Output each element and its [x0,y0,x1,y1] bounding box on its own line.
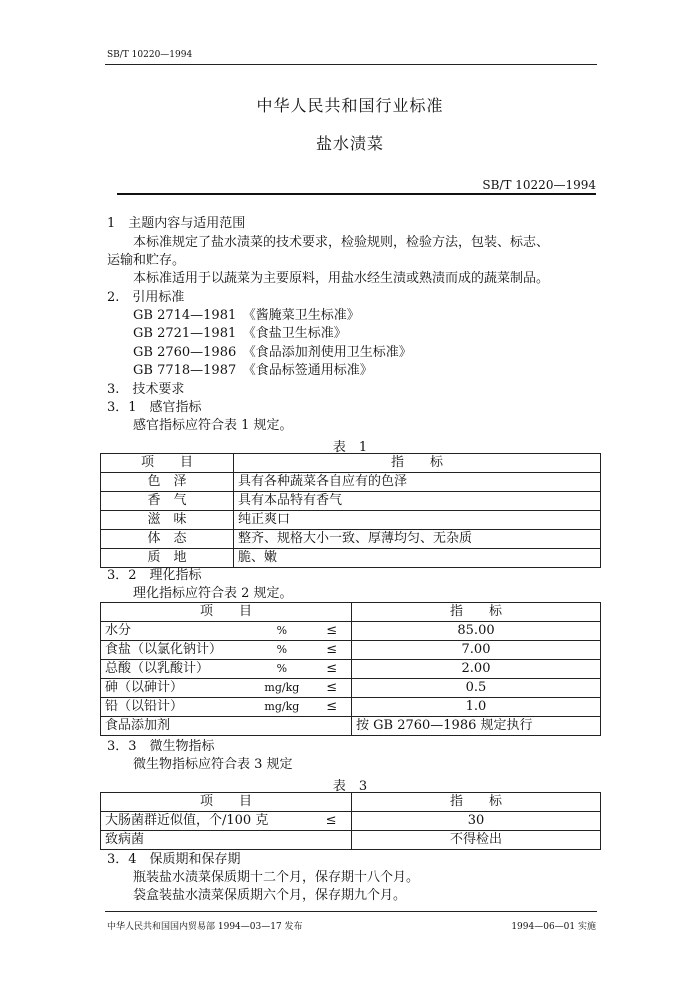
table-3-caption: 表 3 [332,779,368,794]
table-cell-value: 按 GB 2760—1986 规定执行 [352,717,601,736]
table-row [101,530,601,549]
section-1-para-1: 本标准规定了盐水渍菜的技术要求，检验规则，检验方法，包装、标志、 [133,235,550,250]
table-cell-item: 铅（以铅计） [101,698,252,717]
running-header-code: SB/T 10220—1994 [107,50,193,60]
title-rule [117,193,596,195]
table-row [101,511,601,530]
document-category-title: 中华人民共和国行业标准 [256,96,444,115]
table-header-row [101,793,601,812]
table-header-cell: 项 目 [101,793,352,812]
table-3 [100,792,601,850]
table-cell-item: 食盐（以氯化钠计） [101,641,252,660]
table-cell-item: 滋 味 [101,511,234,530]
table-row [101,622,601,641]
table-row [101,812,601,831]
section-2-heading: 2. 引用标准 [107,290,185,305]
table-cell-sign: ≤ [312,660,351,679]
table-cell-spec: 整齐、规格大小一致、厚薄均匀、无杂质 [234,530,601,549]
section-1-heading: 1 主题内容与适用范围 [107,216,246,231]
table-header-cell: 指 标 [352,793,601,812]
table-cell-item: 大肠菌群近似值，个/100 克 [101,812,312,831]
table-2 [100,602,601,736]
section-3-3-text: 微生物指标应符合表 3 规定 [133,757,293,772]
table-cell-spec: 具有本品特有香气 [234,492,601,511]
table-cell-sign: ≤ [312,698,351,717]
reference-item: GB 2760—1986 《食品添加剂使用卫生标准》 [133,345,412,360]
table-row [101,660,601,679]
table-row [101,549,601,568]
table-row [101,717,601,736]
reference-item: GB 2721—1981 《食盐卫生标准》 [133,326,347,341]
table-cell-unit: % [251,641,312,660]
table-cell-value: 不得检出 [352,831,601,850]
standard-code: SB/T 10220—1994 [482,178,596,192]
table-1-caption: 表 1 [332,440,368,455]
table-cell-item: 色 泽 [101,473,234,492]
header-rule [105,64,597,65]
table-cell-unit: mg/kg [251,679,312,698]
table-cell-spec: 脆、嫩 [234,549,601,568]
section-1-para-2: 本标准适用于以蔬菜为主要原料，用盐水经生渍或熟渍而成的蔬菜制品。 [133,271,550,286]
table-header-cell: 指 标 [352,603,601,622]
section-3-2-heading: 3．2 理化指标 [107,568,202,583]
section-3-3-heading: 3．3 微生物指标 [107,739,215,754]
table-cell-value: 30 [352,812,601,831]
table-cell-value: 0.5 [352,679,601,698]
footer-effective: 1994—06—01 实施 [511,922,596,932]
reference-item: GB 2714—1981 《酱腌菜卫生标准》 [133,308,360,323]
table-row [101,641,601,660]
table-cell-unit: mg/kg [251,698,312,717]
section-3-4-line-1: 瓶装盐水渍菜保质期十二个月，保存期十八个月。 [133,870,420,885]
section-3-1-text: 感官指标应符合表 1 规定。 [133,418,293,433]
table-cell-item: 香 气 [101,492,234,511]
table-cell-spec: 具有各种蔬菜各自应有的色泽 [234,473,601,492]
table-cell-sign: ≤ [312,641,351,660]
table-cell-item: 体 态 [101,530,234,549]
table-cell-item: 致病菌 [101,831,352,850]
table-row [101,831,601,850]
table-cell-value: 1.0 [352,698,601,717]
section-3-heading: 3. 技术要求 [107,382,185,397]
table-cell-item: 砷（以砷计） [101,679,252,698]
section-3-2-text: 理化指标应符合表 2 规定。 [133,586,293,601]
document-title: 盐水渍菜 [315,134,384,153]
section-3-4-line-2: 袋盒装盐水渍菜保质期六个月，保存期九个月。 [133,888,407,903]
table-cell-value: 7.00 [352,641,601,660]
table-header-cell: 项 目 [101,603,352,622]
table-header-cell: 项 目 [101,454,234,473]
table-cell-item: 总酸（以乳酸计） [101,660,252,679]
table-row [101,473,601,492]
footer-issued: 中华人民共和国国内贸易部 1994—03—17 发布 [107,922,303,932]
table-header-row [101,603,601,622]
section-3-1-heading: 3．1 感官指标 [107,400,202,415]
table-cell-item: 食品添加剂 [101,717,352,736]
section-3-4-heading: 3．4 保质期和保存期 [107,852,241,867]
table-header-cell: 指 标 [234,454,601,473]
table-cell-sign: ≤ [311,812,351,831]
table-1 [100,453,601,568]
table-cell-value: 85.00 [352,622,601,641]
footer-rule [105,911,597,912]
table-cell-item: 水分 [101,622,252,641]
table-cell-spec: 纯正爽口 [234,511,601,530]
table-cell-unit: % [251,660,312,679]
table-header-row [101,454,601,473]
table-cell-value: 2.00 [352,660,601,679]
table-cell-sign: ≤ [312,622,351,641]
reference-item: GB 7718—1987 《食品标签通用标准》 [133,363,373,378]
table-cell-unit: % [251,622,312,641]
table-row [101,492,601,511]
table-cell-sign: ≤ [312,679,351,698]
section-1-para-1-cont: 运输和贮存。 [107,253,186,268]
table-row [101,698,601,717]
table-row [101,679,601,698]
table-cell-item: 质 地 [101,549,234,568]
